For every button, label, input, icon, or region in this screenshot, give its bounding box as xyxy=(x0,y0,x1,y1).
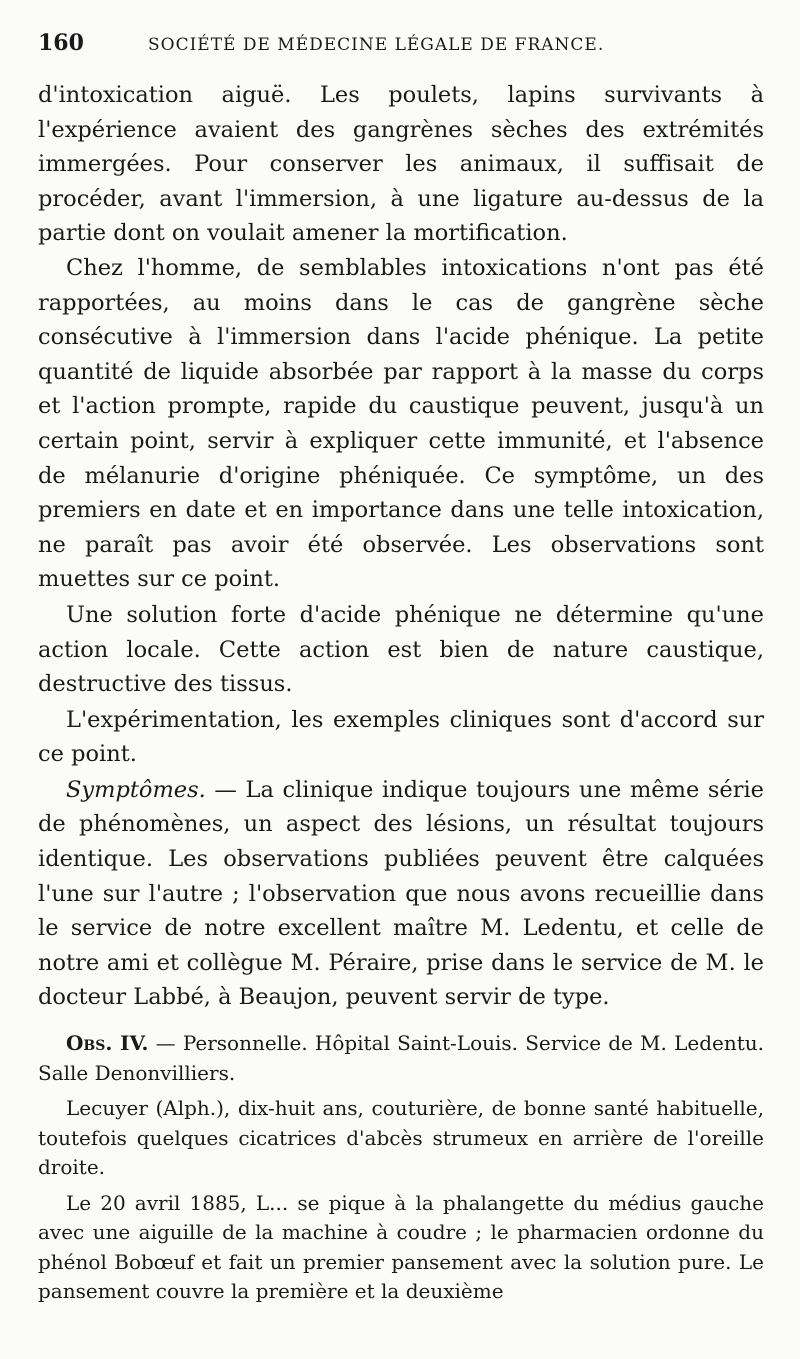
page-header xyxy=(38,30,764,74)
paragraph-symptoms xyxy=(38,773,764,1015)
observation-label: Obs. IV. xyxy=(66,1031,149,1056)
symptoms-text: — La clinique indique toujours une même série de phénomènes, un aspect des lésions, un résultat toujours identique. Les observations publiées peuvent être calquées l'une sur l'autre ; l'observation que nous avons recueillie dans le service de notre excellent maître M. Ledentu, et celle de notre ami et collègue M. Péraire, prise dans le service de M. le docteur Labbé, à Beaujon, peuvent servir de type. xyxy=(38,776,764,1011)
paragraph-4: L'expérimentation, les exemples cliniques sont d'accord sur ce point. xyxy=(38,706,764,768)
running-title: SOCIÉTÉ DE MÉDECINE LÉGALE DE FRANCE. xyxy=(148,35,605,55)
observation-paragraph-2: Le 20 avril 1885, L... se pique à la phalangette du médius gauche avec une aiguille de la machine à coudre ; le pharmacien ordonne du phénol Bobœuf et fait un premier pansement avec la solution pure. Le pansement couvre la première et la deuxième xyxy=(38,1190,764,1304)
observation-title: — Personnelle. Hôpital Saint-Louis. Service de M. Ledentu. Salle Denonvilliers. xyxy=(38,1031,764,1085)
observation-heading xyxy=(38,1029,764,1088)
paragraph-1: d'intoxication aiguë. Les poulets, lapins survivants à l'expérience avaient des gangrènes sèches des extrémités immergées. Pour conserver les animaux, il suffisait de procéder, avant l'immersion, à une ligature au-dessus de la partie dont on voulait amener la mortification. xyxy=(38,82,764,247)
paragraph-3: Une solution forte d'acide phénique ne détermine qu'une action locale. Cette action est bien de nature caustique, destructive des tissus. xyxy=(38,601,764,698)
observation-section xyxy=(38,1029,764,1307)
symptoms-heading: Symptômes. xyxy=(66,776,206,803)
main-text xyxy=(38,78,764,1015)
page-number: 160 xyxy=(38,30,84,56)
paragraph-2: Chez l'homme, de semblables intoxications n'ont pas été rapportées, au moins dans le cas de gangrène sèche consécutive à l'immersion dans l'acide phénique. La petite quantité de liquide absorbée par rapport à la masse du corps et l'action prompte, rapide du caustique peuvent, jusqu'à un certain point, servir à expliquer cette immunité, et l'absence de mélanurie d'origine phéniquée. Ce symptôme, un des premiers en date et en importance dans une telle intoxication, ne paraît pas avoir été observée. Les observations sont muettes sur ce point. xyxy=(38,254,764,593)
observation-paragraph-1: Lecuyer (Alph.), dix-huit ans, couturière, de bonne santé habituelle, toutefois quelques cicatrices d'abcès strumeux en arrière de l'oreille droite. xyxy=(38,1096,764,1180)
